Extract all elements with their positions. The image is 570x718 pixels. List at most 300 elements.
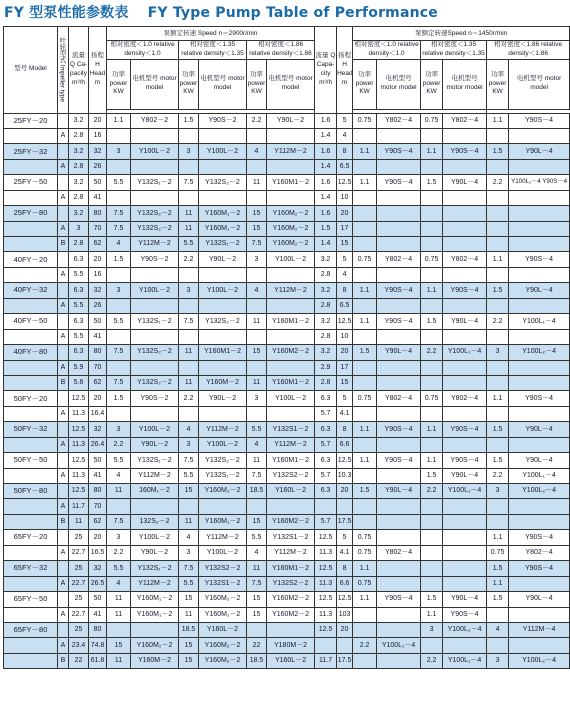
table-row	[4, 545, 570, 560]
cell-power-1-0: 4	[107, 468, 131, 483]
cell-motor-1450-1-35: Y100L₁－4	[443, 345, 487, 360]
cell-head-1450: 6.5	[337, 298, 353, 313]
table-row	[4, 530, 570, 545]
cell-motor-1-0: Y802－2	[131, 113, 179, 128]
cell-flow: 3.2	[69, 175, 89, 190]
cell-power-1-35	[179, 267, 199, 282]
cell-motor-1-35: Y160M₁－2	[199, 514, 247, 529]
cell-head-1450: 17.5	[337, 514, 353, 529]
cell-flow: 23.4	[69, 638, 89, 653]
cell-power-1-35: 1.5	[179, 113, 199, 128]
cell-motor-1-35: Y160M₂－2	[199, 638, 247, 653]
cell-motor-1-35: Y160M₂－2	[199, 484, 247, 499]
cell-motor-1-86	[267, 499, 315, 514]
cell-motor-1-86: Y160M₂－2	[267, 221, 315, 236]
cell-power-1-0: 15	[107, 638, 131, 653]
cell-power-1-0	[107, 267, 131, 282]
cell-model: 25FY－80	[4, 206, 58, 221]
cell-head-1450: 4	[337, 128, 353, 143]
cell-motor-1450-1-35: Y100L₁－4	[443, 653, 487, 668]
cell-motor-1450-1-35	[443, 221, 487, 236]
cell-power-1-0	[107, 622, 131, 637]
cell-power-1-0: 5.5	[107, 314, 131, 329]
cell-flow-1450: 3.2	[315, 314, 337, 329]
cell-flow: 3	[69, 221, 89, 236]
cell-model: 65FY－80	[4, 622, 58, 637]
cell-power-1450-1-35: 0.75	[421, 252, 443, 267]
table-row	[4, 514, 570, 529]
header-motor: 电机型号 motor model	[443, 59, 487, 109]
cell-power-1-35: 15	[179, 653, 199, 668]
cell-power-1-86: 4	[247, 545, 267, 560]
cell-model	[4, 514, 58, 529]
cell-motor-1-0: Y90L－2	[131, 437, 179, 452]
cell-power-1450-1-86: 1.5	[487, 453, 509, 468]
cell-power-1-0: 1.1	[107, 113, 131, 128]
cell-head-1450: 5	[337, 530, 353, 545]
cell-flow: 5.5	[69, 329, 89, 344]
cell-impeller: A	[58, 221, 69, 236]
cell-power-1-0: 7.5	[107, 375, 131, 390]
cell-power-1-86: 3	[247, 252, 267, 267]
cell-power-1450-1-86: 3	[487, 484, 509, 499]
cell-motor-1450-1-0: Y802－4	[377, 252, 421, 267]
cell-power-1-0	[107, 128, 131, 143]
cell-motor-1-35: Y132S₁－2	[199, 237, 247, 252]
cell-power-1-35	[179, 329, 199, 344]
cell-head: 70	[89, 360, 107, 375]
cell-power-1450-1-86	[487, 607, 509, 622]
cell-motor-1-35	[199, 267, 247, 282]
cell-motor-1450-1-0	[377, 128, 421, 143]
table-row	[4, 391, 570, 406]
cell-motor-1450-1-35	[443, 437, 487, 452]
cell-motor-1-35: Y132S₂－2	[199, 314, 247, 329]
cell-head-1450: 8	[337, 561, 353, 576]
cell-motor-1450-1-0	[377, 329, 421, 344]
header-flow: 流量 Q Ca- pacity m³/h	[69, 27, 89, 114]
cell-power-1450-1-86	[487, 329, 509, 344]
cell-power-1450-1-35	[421, 530, 443, 545]
cell-power-1450-1-86: 1.1	[487, 576, 509, 591]
cell-model	[4, 406, 58, 421]
cell-power-1450-1-86	[487, 360, 509, 375]
cell-head-1450: 20	[337, 484, 353, 499]
cell-motor-1450-1-0: Y100L₁－4	[377, 638, 421, 653]
cell-motor-1450-1-86: Y90S－4	[509, 391, 570, 406]
table-row	[4, 237, 570, 252]
cell-flow: 3.2	[69, 113, 89, 128]
cell-impeller: B	[58, 375, 69, 390]
cell-motor-1-86: Y160M2－2	[267, 607, 315, 622]
cell-power-1450-1-86	[487, 267, 509, 282]
cell-power-1450-1-0	[353, 329, 377, 344]
cell-power-1450-1-86	[487, 128, 509, 143]
cell-motor-1450-1-35: Y100L₂－4	[443, 622, 487, 637]
cell-head-1450: 5	[337, 391, 353, 406]
cell-flow: 22.7	[69, 576, 89, 591]
cell-power-1-86: 3	[247, 391, 267, 406]
cell-motor-1-86: Y100L－2	[267, 252, 315, 267]
header-head: 扬程 H Head m	[89, 27, 107, 114]
cell-head-1450: 4.1	[337, 545, 353, 560]
cell-motor-1-0: Y100L－2	[131, 144, 179, 159]
cell-motor-1-86: Y160M₂－2	[267, 206, 315, 221]
cell-power-1450-1-86: 3	[487, 345, 509, 360]
cell-flow-1450: 3.2	[315, 252, 337, 267]
cell-power-1450-1-86: 1.5	[487, 592, 509, 607]
cell-power-1450-1-35: 1.1	[421, 453, 443, 468]
cell-power-1450-1-86	[487, 159, 509, 174]
table-row	[4, 283, 570, 298]
cell-flow-1450: 1.5	[315, 221, 337, 236]
cell-head: 62	[89, 514, 107, 529]
cell-motor-1450-1-86: Y90L－4	[509, 144, 570, 159]
cell-model: 25FY－20	[4, 113, 58, 128]
table-row	[4, 206, 570, 221]
cell-motor-1-35: Y132S₂－2	[199, 453, 247, 468]
cell-flow-1450: 6.3	[315, 391, 337, 406]
table-row	[4, 360, 570, 375]
cell-motor-1-86	[267, 190, 315, 205]
cell-motor-1-0	[131, 298, 179, 313]
cell-motor-1-35	[199, 159, 247, 174]
cell-power-1-35	[179, 190, 199, 205]
cell-motor-1450-1-35: Y90L－4	[443, 592, 487, 607]
cell-flow-1450: 1.6	[315, 206, 337, 221]
cell-power-1-35: 2.2	[179, 391, 199, 406]
cell-power-1-86	[247, 267, 267, 282]
table-row	[4, 329, 570, 344]
cell-motor-1450-1-0	[377, 375, 421, 390]
cell-head: 41	[89, 607, 107, 622]
cell-impeller: A	[58, 329, 69, 344]
cell-impeller: B	[58, 514, 69, 529]
cell-power-1-0	[107, 406, 131, 421]
cell-head-1450: 17	[337, 360, 353, 375]
cell-motor-1450-1-86	[509, 406, 570, 421]
cell-model: 65FY－20	[4, 530, 58, 545]
cell-motor-1450-1-35: Y90L－4	[443, 468, 487, 483]
cell-impeller: A	[58, 576, 69, 591]
cell-power-1-0: 3	[107, 422, 131, 437]
cell-flow: 2.8	[69, 159, 89, 174]
cell-motor-1-86	[267, 267, 315, 282]
cell-power-1450-1-35: 2.2	[421, 345, 443, 360]
cell-flow: 2.8	[69, 128, 89, 143]
cell-power-1-35: 11	[179, 514, 199, 529]
cell-head: 41	[89, 329, 107, 344]
cell-power-1-35: 15	[179, 592, 199, 607]
cell-power-1-86	[247, 406, 267, 421]
cell-flow: 6.3	[69, 252, 89, 267]
cell-motor-1450-1-0	[377, 237, 421, 252]
cell-head: 32	[89, 422, 107, 437]
cell-power-1450-1-35: 2.2	[421, 484, 443, 499]
cell-impeller: A	[58, 159, 69, 174]
cell-flow: 25	[69, 592, 89, 607]
table-row	[4, 267, 570, 282]
cell-power-1450-1-86: 1.1	[487, 391, 509, 406]
cell-power-1450-1-86: 0.75	[487, 545, 509, 560]
cell-motor-1450-1-86	[509, 360, 570, 375]
cell-impeller: A	[58, 267, 69, 282]
cell-motor-1-35: Y160M₂－2	[199, 592, 247, 607]
cell-motor-1450-1-86	[509, 437, 570, 452]
cell-model	[4, 190, 58, 205]
cell-power-1-0: 11	[107, 607, 131, 622]
cell-motor-1-0: Y90S－2	[131, 391, 179, 406]
cell-power-1450-1-86	[487, 237, 509, 252]
cell-motor-1-0: Y112M－2	[131, 576, 179, 591]
cell-motor-1-35	[199, 360, 247, 375]
cell-head-1450: 8	[337, 144, 353, 159]
cell-head: 62	[89, 237, 107, 252]
cell-flow: 22	[69, 653, 89, 668]
cell-motor-1-86: Y160M1－2	[267, 375, 315, 390]
cell-flow: 25	[69, 530, 89, 545]
cell-flow-1450: 1.6	[315, 113, 337, 128]
cell-head-1450: 15	[337, 375, 353, 390]
cell-head: 26.4	[89, 437, 107, 452]
cell-power-1450-1-0	[353, 622, 377, 637]
cell-power-1-0: 7.5	[107, 221, 131, 236]
cell-power-1450-1-0	[353, 206, 377, 221]
cell-power-1-0: 5.5	[107, 453, 131, 468]
cell-motor-1-35: Y132S2－2	[199, 561, 247, 576]
cell-flow: 11.7	[69, 499, 89, 514]
cell-flow-1450: 1.4	[315, 159, 337, 174]
cell-head-1450	[337, 638, 353, 653]
cell-motor-1450-1-0	[377, 653, 421, 668]
cell-motor-1450-1-86: Y802－4	[509, 545, 570, 560]
cell-motor-1450-1-0	[377, 360, 421, 375]
cell-flow-1450: 11.7	[315, 653, 337, 668]
cell-flow: 12.5	[69, 391, 89, 406]
cell-motor-1450-1-86: Y90L－4	[509, 592, 570, 607]
cell-power-1-86: 11	[247, 375, 267, 390]
cell-flow-1450: 6.3	[315, 453, 337, 468]
header-motor: 电机型号 motor model	[377, 59, 421, 109]
cell-motor-1450-1-0	[377, 499, 421, 514]
cell-power-1450-1-0	[353, 406, 377, 421]
cell-model	[4, 499, 58, 514]
cell-power-1450-1-35	[421, 499, 443, 514]
cell-motor-1-35: Y160M－2	[199, 375, 247, 390]
table-row	[4, 576, 570, 591]
cell-motor-1450-1-0	[377, 514, 421, 529]
cell-motor-1-0: Y132S₂－2	[131, 206, 179, 221]
header-power: 功率 power KW	[247, 59, 267, 109]
cell-power-1450-1-35	[421, 638, 443, 653]
cell-power-1450-1-35	[421, 406, 443, 421]
cell-head-1450: 4	[337, 267, 353, 282]
cell-head-1450: 20	[337, 206, 353, 221]
cell-power-1450-1-86	[487, 206, 509, 221]
cell-head: 41	[89, 190, 107, 205]
cell-power-1450-1-35	[421, 206, 443, 221]
cell-head-1450: 8	[337, 422, 353, 437]
cell-motor-1-0	[131, 499, 179, 514]
cell-power-1450-1-35	[421, 329, 443, 344]
cell-motor-1-35: Y112M－2	[199, 422, 247, 437]
cell-flow-1450: 5.7	[315, 514, 337, 529]
cell-motor-1-86	[267, 298, 315, 313]
cell-power-1-86	[247, 360, 267, 375]
header-head-1450: 扬程 H Head m	[337, 27, 353, 114]
cell-power-1450-1-86	[487, 406, 509, 421]
cell-motor-1-0: Y132S₂－2	[131, 345, 179, 360]
cell-power-1450-1-0: 1.1	[353, 453, 377, 468]
cell-motor-1-0	[131, 406, 179, 421]
cell-head-1450: 17	[337, 221, 353, 236]
cell-motor-1-86: Y100L－2	[267, 391, 315, 406]
cell-head-1450: 12.5	[337, 453, 353, 468]
cell-power-1450-1-86: 1.1	[487, 113, 509, 128]
cell-power-1450-1-35	[421, 437, 443, 452]
cell-motor-1450-1-86: Y90S－4	[509, 561, 570, 576]
cell-motor-1-35: Y100L－2	[199, 144, 247, 159]
cell-power-1450-1-86: 1.1	[487, 252, 509, 267]
cell-power-1-0	[107, 329, 131, 344]
cell-head: 20	[89, 530, 107, 545]
cell-flow-1450: 2.9	[315, 360, 337, 375]
cell-power-1450-1-86	[487, 221, 509, 236]
cell-power-1450-1-35: 0.75	[421, 391, 443, 406]
cell-motor-1-0: Y160M－2	[131, 653, 179, 668]
cell-power-1450-1-35	[421, 267, 443, 282]
cell-head-1450: 6.5	[337, 159, 353, 174]
cell-flow: 12.5	[69, 453, 89, 468]
cell-motor-1450-1-86	[509, 159, 570, 174]
cell-power-1450-1-35	[421, 190, 443, 205]
cell-power-1-86: 7.5	[247, 237, 267, 252]
cell-motor-1-0: Y112M－2	[131, 468, 179, 483]
table-row	[4, 175, 570, 190]
table-row	[4, 499, 570, 514]
cell-motor-1-35: Y160M1－2	[199, 345, 247, 360]
cell-motor-1450-1-0	[377, 206, 421, 221]
cell-power-1450-1-35: 1.5	[421, 175, 443, 190]
cell-motor-1-0: Y112M－2	[131, 237, 179, 252]
cell-motor-1450-1-86: Y100L₁－4	[509, 314, 570, 329]
cell-power-1450-1-0: 1.1	[353, 175, 377, 190]
cell-head: 50	[89, 453, 107, 468]
cell-power-1450-1-35	[421, 576, 443, 591]
cell-motor-1450-1-35	[443, 190, 487, 205]
cell-motor-1-0: Y132S₁－2	[131, 561, 179, 576]
cell-motor-1-86: Y112M－2	[267, 437, 315, 452]
cell-motor-1-86: Y180M－2	[267, 638, 315, 653]
cell-power-1450-1-0: 1.1	[353, 144, 377, 159]
cell-power-1-0: 5.5	[107, 561, 131, 576]
cell-model	[4, 267, 58, 282]
cell-impeller	[58, 453, 69, 468]
cell-impeller	[58, 283, 69, 298]
cell-power-1-35: 11	[179, 221, 199, 236]
table-row	[4, 607, 570, 622]
cell-power-1450-1-0: 2.2	[353, 638, 377, 653]
table-row	[4, 453, 570, 468]
cell-motor-1-86: Y160L－2	[267, 484, 315, 499]
cell-power-1-0: 3	[107, 283, 131, 298]
cell-head: 20	[89, 252, 107, 267]
cell-flow-1450: 2.8	[315, 267, 337, 282]
cell-motor-1-0: Y160M₁－2	[131, 592, 179, 607]
cell-power-1450-1-0	[353, 159, 377, 174]
cell-motor-1-0	[131, 329, 179, 344]
cell-motor-1450-1-86	[509, 375, 570, 390]
title-en: FY Type Pump Table of Performance	[147, 5, 438, 21]
cell-flow: 5.5	[69, 298, 89, 313]
cell-head-1450: 5	[337, 252, 353, 267]
performance-table	[3, 26, 570, 669]
cell-model: 40FY－80	[4, 345, 58, 360]
cell-power-1-0: 3	[107, 144, 131, 159]
cell-flow-1450: 1.4	[315, 128, 337, 143]
cell-model	[4, 638, 58, 653]
cell-head-1450	[337, 499, 353, 514]
cell-model	[4, 468, 58, 483]
cell-power-1450-1-35: 1.1	[421, 144, 443, 159]
cell-power-1450-1-0	[353, 190, 377, 205]
cell-motor-1450-1-0: Y90L－4	[377, 345, 421, 360]
cell-impeller: A	[58, 128, 69, 143]
header-power: 功率 power KW	[353, 59, 377, 109]
cell-power-1450-1-0: 0.75	[353, 545, 377, 560]
cell-power-1-35	[179, 499, 199, 514]
cell-flow-1450: 6.3	[315, 484, 337, 499]
cell-power-1-86: 11	[247, 175, 267, 190]
cell-motor-1450-1-86: Y90L－4	[509, 283, 570, 298]
cell-power-1450-1-0	[353, 514, 377, 529]
cell-motor-1450-1-0: Y90S－4	[377, 144, 421, 159]
cell-model	[4, 437, 58, 452]
cell-motor-1-86: Y160M2－2	[267, 345, 315, 360]
cell-head-1450: 10	[337, 190, 353, 205]
cell-motor-1450-1-0	[377, 607, 421, 622]
cell-head: 32	[89, 561, 107, 576]
cell-model	[4, 237, 58, 252]
header-density-1-35: 相对密度＜1.35 relative density＜1.35	[179, 41, 247, 60]
cell-power-1-86: 15	[247, 514, 267, 529]
cell-motor-1450-1-86	[509, 206, 570, 221]
cell-flow: 5.6	[69, 375, 89, 390]
cell-power-1450-1-0: 1.1	[353, 422, 377, 437]
cell-power-1-35: 3	[179, 545, 199, 560]
cell-power-1450-1-86	[487, 638, 509, 653]
cell-head-1450: 10	[337, 329, 353, 344]
cell-impeller: A	[58, 638, 69, 653]
header-density-1-86-b: 相对密度＜1.86 relative density＜1.86	[487, 41, 570, 60]
header-density-1-0-b: 相对密度＜1.0 relative density＜1.0	[353, 41, 421, 60]
cell-motor-1-0: Y160M₂－2	[131, 638, 179, 653]
cell-power-1-86	[247, 128, 267, 143]
cell-power-1-86: 22	[247, 638, 267, 653]
cell-motor-1-86	[267, 329, 315, 344]
cell-motor-1450-1-35	[443, 514, 487, 529]
cell-motor-1450-1-86	[509, 190, 570, 205]
cell-motor-1450-1-86: Y100L₁－4	[509, 468, 570, 483]
cell-flow-1450: 5.7	[315, 406, 337, 421]
cell-motor-1-86: Y132S1－2	[267, 422, 315, 437]
cell-power-1450-1-86: 2.2	[487, 314, 509, 329]
cell-motor-1-86	[267, 622, 315, 637]
cell-flow: 11.3	[69, 406, 89, 421]
cell-flow: 12.5	[69, 422, 89, 437]
cell-impeller: A	[58, 499, 69, 514]
cell-flow-1450: 11.3	[315, 607, 337, 622]
